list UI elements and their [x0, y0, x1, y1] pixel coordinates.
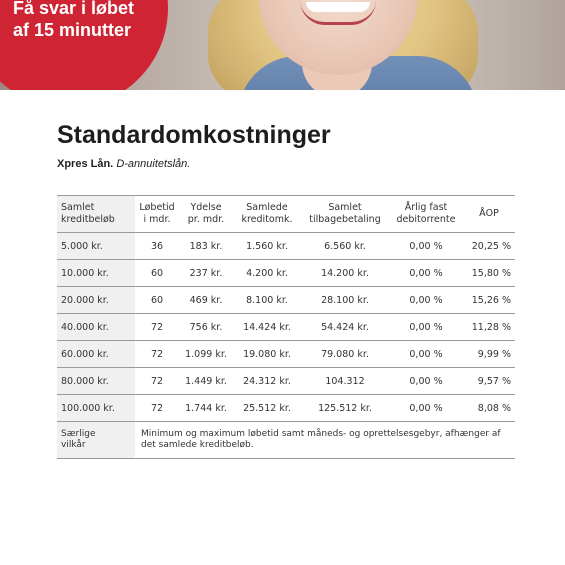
cell-repayment: 125.512 kr.	[301, 395, 389, 422]
cell-term: 36	[135, 233, 179, 260]
table-row	[57, 341, 515, 368]
cell-credit: 80.000 kr.	[57, 368, 135, 395]
product-name: Xpres Lån.	[57, 158, 114, 170]
hero-headline-line2: af 15 minutter	[13, 20, 132, 40]
cell-total-cost: 25.512 kr.	[233, 395, 301, 422]
cell-term: 72	[135, 341, 179, 368]
special-terms-text: Minimum og maximum løbetid samt måneds- og oprettelsesgebyr, afhænger af det samlede kreditbeløb.	[135, 422, 515, 459]
table-row	[57, 260, 515, 287]
cell-total-cost: 19.080 kr.	[233, 341, 301, 368]
hero-headline-line1: Få svar i løbet	[13, 0, 135, 18]
hero-banner	[0, 0, 565, 90]
cell-credit: 10.000 kr.	[57, 260, 135, 287]
cell-interest: 0,00 %	[389, 314, 463, 341]
cell-repayment: 6.560 kr.	[301, 233, 389, 260]
cell-payment: 237 kr.	[179, 260, 233, 287]
cell-aop: 15,80 %	[463, 260, 515, 287]
cell-payment: 1.744 kr.	[179, 395, 233, 422]
cell-payment: 1.099 kr.	[179, 341, 233, 368]
header-total-credit: Samlet kreditbeløb	[57, 196, 135, 233]
cell-payment: 756 kr.	[179, 314, 233, 341]
hero-headline	[13, 0, 134, 41]
cell-repayment: 28.100 kr.	[301, 287, 389, 314]
cell-total-cost: 24.312 kr.	[233, 368, 301, 395]
cell-total-cost: 1.560 kr.	[233, 233, 301, 260]
cell-term: 60	[135, 287, 179, 314]
table-row	[57, 287, 515, 314]
special-terms-label: Særlige vilkår	[57, 422, 135, 459]
header-total-cost: Samlede kreditomk.	[233, 196, 301, 233]
cell-interest: 0,00 %	[389, 233, 463, 260]
header-aop: ÅOP	[463, 196, 515, 233]
subtitle	[57, 158, 190, 170]
cell-repayment: 79.080 kr.	[301, 341, 389, 368]
cell-interest: 0,00 %	[389, 395, 463, 422]
table-row	[57, 395, 515, 422]
cell-aop: 15,26 %	[463, 287, 515, 314]
page-title: Standardomkostninger	[57, 121, 331, 149]
cell-repayment: 54.424 kr.	[301, 314, 389, 341]
cell-term: 72	[135, 368, 179, 395]
cell-aop: 8,08 %	[463, 395, 515, 422]
cell-payment: 183 kr.	[179, 233, 233, 260]
cell-repayment: 14.200 kr.	[301, 260, 389, 287]
cell-term: 60	[135, 260, 179, 287]
cell-credit: 40.000 kr.	[57, 314, 135, 341]
cell-term: 72	[135, 314, 179, 341]
loan-type: D-annuitetslån.	[116, 158, 191, 170]
cell-aop: 11,28 %	[463, 314, 515, 341]
cell-total-cost: 4.200 kr.	[233, 260, 301, 287]
special-terms-row	[57, 422, 515, 459]
cell-interest: 0,00 %	[389, 260, 463, 287]
cell-total-cost: 8.100 kr.	[233, 287, 301, 314]
cell-credit: 20.000 kr.	[57, 287, 135, 314]
header-term: Løbetid i mdr.	[135, 196, 179, 233]
table-row	[57, 368, 515, 395]
cell-aop: 9,99 %	[463, 341, 515, 368]
header-interest-rate: Årlig fast debitorrente	[389, 196, 463, 233]
cell-interest: 0,00 %	[389, 287, 463, 314]
cell-term: 72	[135, 395, 179, 422]
cell-interest: 0,00 %	[389, 341, 463, 368]
cell-credit: 100.000 kr.	[57, 395, 135, 422]
cell-credit: 5.000 kr.	[57, 233, 135, 260]
cell-aop: 20,25 %	[463, 233, 515, 260]
cell-credit: 60.000 kr.	[57, 341, 135, 368]
table-row	[57, 314, 515, 341]
cell-payment: 1.449 kr.	[179, 368, 233, 395]
cell-total-cost: 14.424 kr.	[233, 314, 301, 341]
header-total-repayment: Samlet tilbagebetaling	[301, 196, 389, 233]
cost-table	[57, 195, 515, 459]
cell-aop: 9,57 %	[463, 368, 515, 395]
cell-interest: 0,00 %	[389, 368, 463, 395]
table-header-row	[57, 196, 515, 233]
cell-repayment: 104.312	[301, 368, 389, 395]
header-payment: Ydelse pr. mdr.	[179, 196, 233, 233]
cell-payment: 469 kr.	[179, 287, 233, 314]
table-row	[57, 233, 515, 260]
